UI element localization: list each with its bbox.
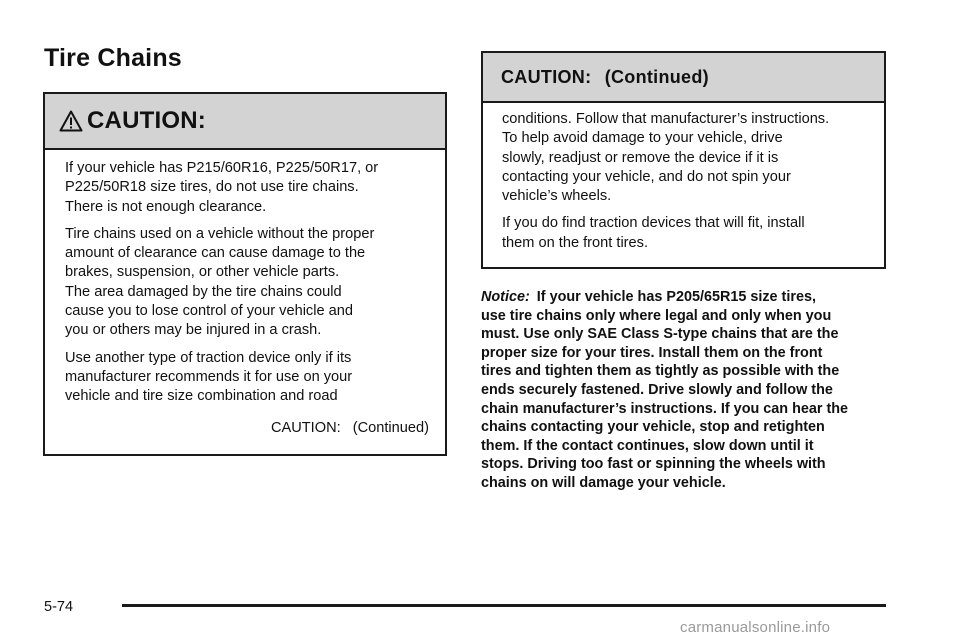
page-number: 5-74 <box>44 599 74 615</box>
caution-paragraph: If your vehicle has P215/60R16, P225/50R17, or P225/50R18 size tires, do not use tire chains. There is not enough clearance. <box>65 160 379 215</box>
notice-label: Notice: <box>481 289 530 305</box>
caution-label: CAUTION: <box>87 107 206 134</box>
caution-paragraph: Tire chains used on a vehicle without the proper amount of clearance can cause damage to the brakes, suspension, or other vehicle parts. <box>65 225 375 281</box>
footer-rule <box>122 604 886 607</box>
caution-body <box>45 150 445 438</box>
caution-header <box>45 94 445 150</box>
caution-continued-label: CAUTION: (Continued) <box>270 419 429 436</box>
caution-paragraph: If you do find traction devices that will fit, install them on the front tires. <box>502 215 805 251</box>
page-title: Tire Chains <box>44 44 182 72</box>
caution-paragraph: Use another type of traction device only if its manufacturer recommends it for use on your vehicle and tire size combination and road <box>65 349 353 405</box>
caution-paragraph: conditions. Follow that manufacturer’s instructions. To help avoid damage to your vehicle, drive slowly, readjust or remove the device if it is contacting your vehicle, and do not spin your vehicle’s wheels. <box>502 111 830 205</box>
watermark: carmanualsonline.info <box>680 619 831 636</box>
caution-box <box>43 92 447 456</box>
caution-body <box>483 103 884 253</box>
caution-header <box>483 53 884 103</box>
caution-continued-box <box>481 51 886 269</box>
warning-triangle-icon <box>59 109 83 133</box>
caution-paragraph: The area damaged by the tire chains could cause you to lose control of your vehicle and you or others may be injured in a crash. <box>65 283 353 339</box>
caution-label: CAUTION: (Continued) <box>501 66 709 87</box>
notice-paragraph: Notice: If your vehicle has P205/65R15 size tires, use tire chains only where legal and only when you must. Use only SAE Class S-type chains that are the proper size for your tires. Install them on the front tires and tighten them as tightly as possible with the ends securely fastened. Drive slowly and follow the chain manufacturer’s instructions. If you can hear the chains contacting your vehicle, stop and retighten them. If the contact continues, slow down until it stops. Driving too fast or spinning the wheels with chains on will damage your vehicle. <box>481 289 849 491</box>
